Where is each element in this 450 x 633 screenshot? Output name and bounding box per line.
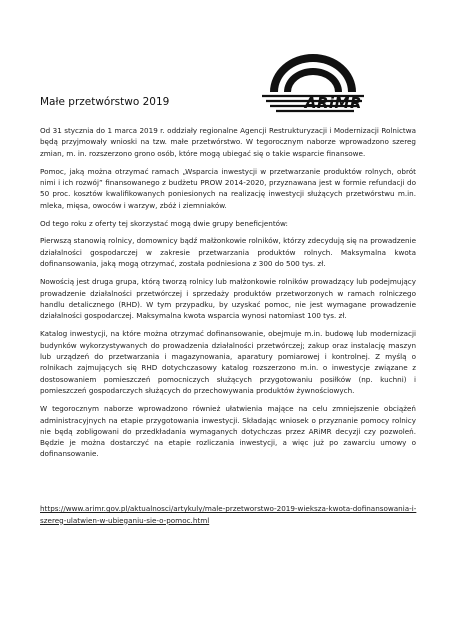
arimr-logo-icon	[258, 48, 368, 128]
arimr-logo	[258, 48, 368, 128]
paragraph: W tegorocznym naborze wprowadzono również ułatwienia mające na celu zmniejszenie obciążeń administracyjnych na etapie przygotowania inwestycji. Składając wniosek o przyznanie pomocy rolnicy nie będą zobligowani do przedkładania wymaganych dotychczas przez ARiMR decyzji czy pozwoleń. Będzie je można dostarczyć na etapie rozliczania inwestycji, a więc już po zawarciu umowy o dofinansowanie.	[40, 404, 416, 459]
paragraph: Katalog inwestycji, na które można otrzymać dofinansowanie, obejmuje m.in. budowę lub modernizacji budynków wykorzystywanych do prowadzenia działalności przetwórczej; zakup oraz instalację maszyn lub urządzeń do przetwarzania i magazynowania, aparatury pomiarowej i kontrolnej. Z myślą o rolnikach zajmujących się RHD dotychczasowy katalog rozszerzono m.in. o inwestycje związane z dostosowaniem pomieszczeń pomocniczych służących przygotowaniu posiłków (np. kuchni) i pomieszczeń gospodarczych służących do przechowywania produktów żywnościowych.	[40, 329, 416, 395]
article-body	[40, 125, 416, 467]
paragraph: Nowością jest druga grupa, którą tworzą rolnicy lub małżonkowie rolników prowadzący lub podejmujący prowadzenie działalności przetwórczej i sprzedaży produktów przetworzonych w ramach rolniczego handlu detalicznego (RHD). W tym przypadku, by uzyskać pomoc, nie jest wymagane prowadzenie działalności gospodarczej. Maksymalna kwota wsparcia wynosi natomiast 100 tys. zł.	[40, 277, 416, 321]
page-title: Małe przetwórstwo 2019	[40, 96, 170, 108]
paragraph: Pomoc, jaką można otrzymać ramach „Wsparcia inwestycji w przetwarzanie produktów rolnych, obrót nimi i ich rozwój” finansowanego z budżetu PROW 2014-2020, przyznawana jest w formie refundacji do 50 proc. kosztów kwalifikowanych poniesionych na realizację inwestycji służących przetwórstwu m.in. mleka, mięsa, owoców i warzyw, zbóż i ziemniaków.	[40, 166, 416, 210]
paragraph: Od 31 stycznia do 1 marca 2019 r. oddziały regionalne Agencji Restrukturyzacji i Modernizacji Rolnictwa będą przyjmowały wnioski na tzw. małe przetwórstwo. W tegorocznym naborze wprowadzono szereg zmian, m. in. rozszerzono grono osób, które mogą ubiegać się o takie wsparcie finansowe.	[40, 126, 416, 158]
paragraph: Pierwszą stanowią rolnicy, domownicy bądź małżonkowie rolników, którzy zdecydują się na prowadzenie działalności gospodarczej w zakresie przetwarzania produktów rolnych. Maksymalna kwota dofinansowania, jaką mogą otrzymać, została podniesiona z 300 do 500 tys. zł.	[40, 236, 416, 268]
source-link[interactable]: https://www.arimr.gov.pl/aktualnosci/artykuly/male-przetworstwo-2019-wieksza-kwota-dofinansowania-i-szereg-ulatwien-w-ubieganiu-sie-o-pomoc.html	[40, 504, 417, 525]
paragraph: Od tego roku z oferty tej skorzystać mogą dwie grupy beneficjentów:	[40, 219, 288, 229]
logo-text: ARiMR	[304, 94, 362, 112]
